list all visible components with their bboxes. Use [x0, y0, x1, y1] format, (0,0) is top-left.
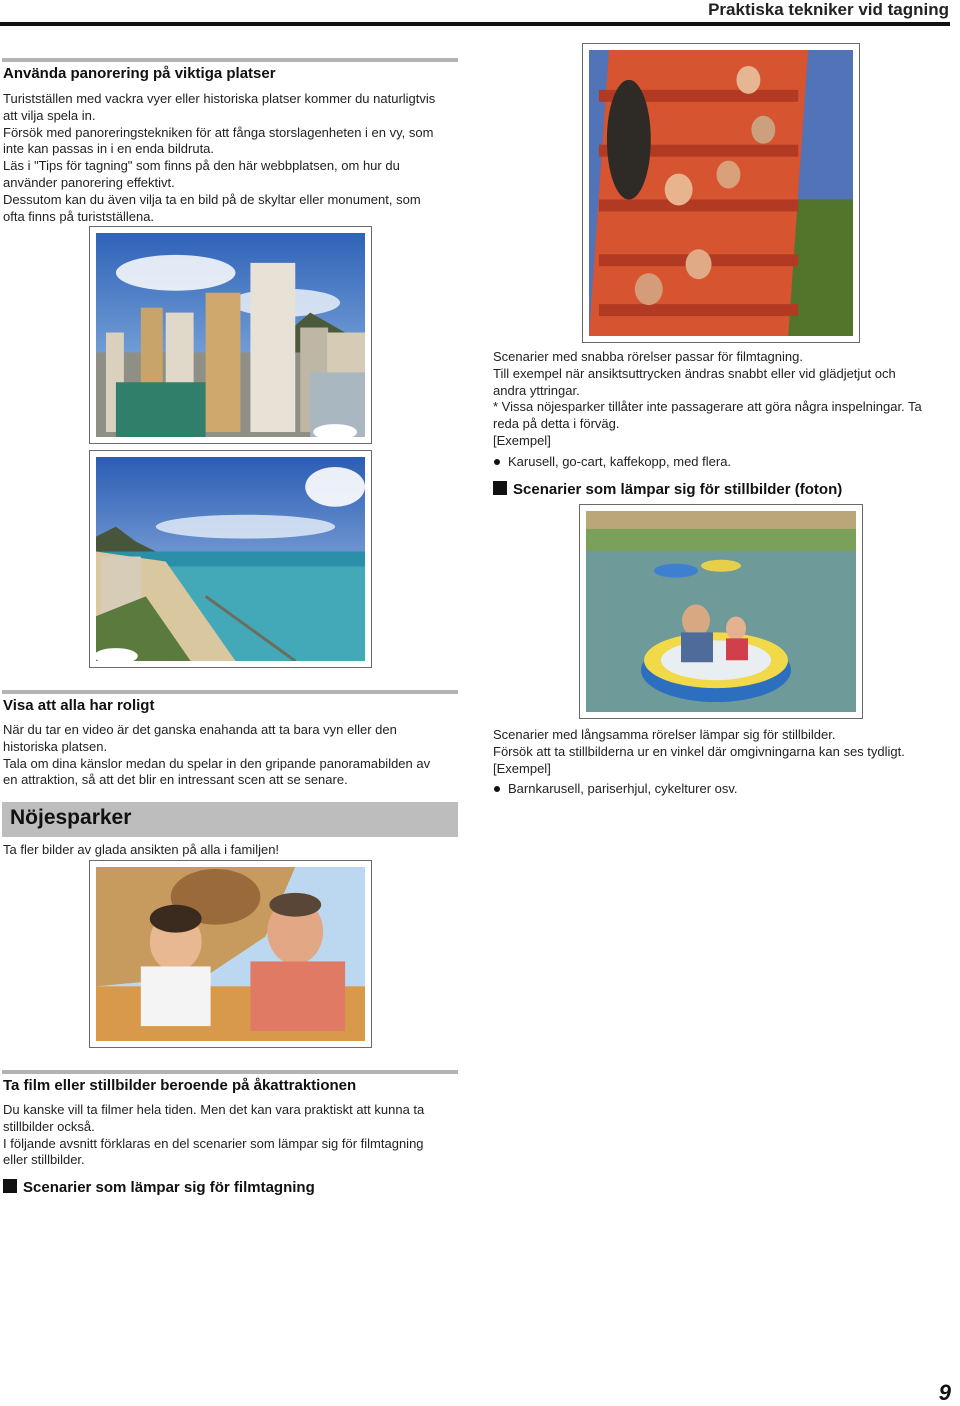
section-body-film-or-photo [3, 1102, 478, 1169]
text-line: en attraktion, så att det blir en intressant scen att se senare. [3, 772, 348, 788]
photo-bumper-boats [579, 504, 863, 719]
page-number: 9 [938, 1380, 951, 1405]
bullet-item [493, 454, 731, 471]
chapter-intro: Ta fler bilder av glada ansikten på alla i familjen! [3, 842, 280, 857]
text-line: Scenarier med snabba rörelser passar för filmtagning. [493, 349, 803, 364]
section-rule [2, 1070, 458, 1074]
section-title-panorama: Använda panorering på viktiga platser [3, 65, 276, 82]
bullet-item [493, 781, 738, 798]
photo-ride-passengers [582, 43, 860, 343]
text-line: [Exempel] [493, 760, 551, 776]
square-bullet-icon [3, 1179, 17, 1193]
text-line: att vilja spela in. [3, 107, 96, 123]
text-line: Försök med panoreringstekniken för att fånga storslagenheten i en vy, som [3, 124, 434, 140]
header-rule [0, 22, 950, 26]
text-line: Tala om dina känslor medan du spelar in den gripande panoramabilden av [3, 755, 431, 771]
subheading-photo-scenarios [493, 481, 842, 498]
chapter-heading-bar [2, 802, 458, 837]
photo-family-ride [89, 860, 372, 1048]
running-header: Praktiska tekniker vid tagning [708, 0, 949, 19]
text-line: Turistställen med vackra vyer eller historiska platser kommer du naturligtvis [3, 91, 436, 106]
bullet-text: Barnkarusell, pariserhjul, cykelturer osv. [508, 781, 738, 796]
square-bullet-icon [493, 481, 507, 495]
subheading-film-scenarios [3, 1179, 315, 1196]
section-body-fun [3, 722, 478, 789]
text-line: Till exempel när ansiktsuttrycken ändras snabbt eller vid glädjetjut och [493, 365, 896, 381]
subheading-text: Scenarier som lämpar sig för filmtagning [23, 1179, 315, 1196]
bullet-dot-icon [494, 786, 500, 792]
text-line: Läs i "Tips för tagning" som finns på den här webbplatsen, om hur du [3, 158, 400, 174]
section-rule [2, 58, 458, 62]
text-line: ofta finns på turistställena. [3, 208, 155, 224]
text-line: använder panorering effektivt. [3, 174, 175, 190]
text-line: stillbilder också. [3, 1118, 95, 1134]
text-line: historiska platsen. [3, 738, 108, 754]
photo-beach-coast [89, 450, 372, 668]
section-title-fun: Visa att alla har roligt [3, 697, 155, 714]
section-title-film-or-photo: Ta film eller stillbilder beroende på åkattraktionen [3, 1077, 357, 1094]
text-line: andra yttringar. [493, 382, 580, 398]
text-line: [Exempel] [493, 432, 551, 448]
text-line: Scenarier med långsamma rörelser lämpar sig för stillbilder. [493, 727, 836, 742]
film-scenarios-body [493, 349, 960, 450]
text-line: Försök att ta stillbilderna ur en vinkel där omgivningarna kan ses tydligt. [493, 743, 905, 759]
photo-scenarios-body [493, 727, 960, 777]
text-line: När du tar en video är det ganska enahanda att ta bara vyn eller den [3, 722, 397, 737]
section-body-panorama [3, 91, 478, 225]
text-line: Du kanske vill ta filmer hela tiden. Men det kan vara praktiskt att kunna ta [3, 1102, 425, 1117]
bullet-text: Karusell, go-cart, kaffekopp, med flera. [508, 454, 732, 469]
chapter-title: Nöjesparker [10, 806, 132, 829]
text-line: reda på detta i förväg. [493, 416, 620, 432]
text-line: Dessutom kan du även vilja ta en bild på de skyltar eller monument, som [3, 191, 421, 207]
bullet-dot-icon [494, 459, 500, 465]
photo-city-skyline [89, 226, 372, 444]
section-rule [2, 690, 458, 694]
text-line: inte kan passas in i en enda bildruta. [3, 141, 215, 157]
text-line: eller stillbilder. [3, 1152, 85, 1168]
text-line: I följande avsnitt förklaras en del scenarier som lämpar sig för filmtagning [3, 1135, 424, 1151]
subheading-text: Scenarier som lämpar sig för stillbilder (foton) [513, 481, 843, 498]
text-line: * Vissa nöjesparker tillåter inte passagerare att göra några inspelningar. Ta [493, 399, 922, 415]
